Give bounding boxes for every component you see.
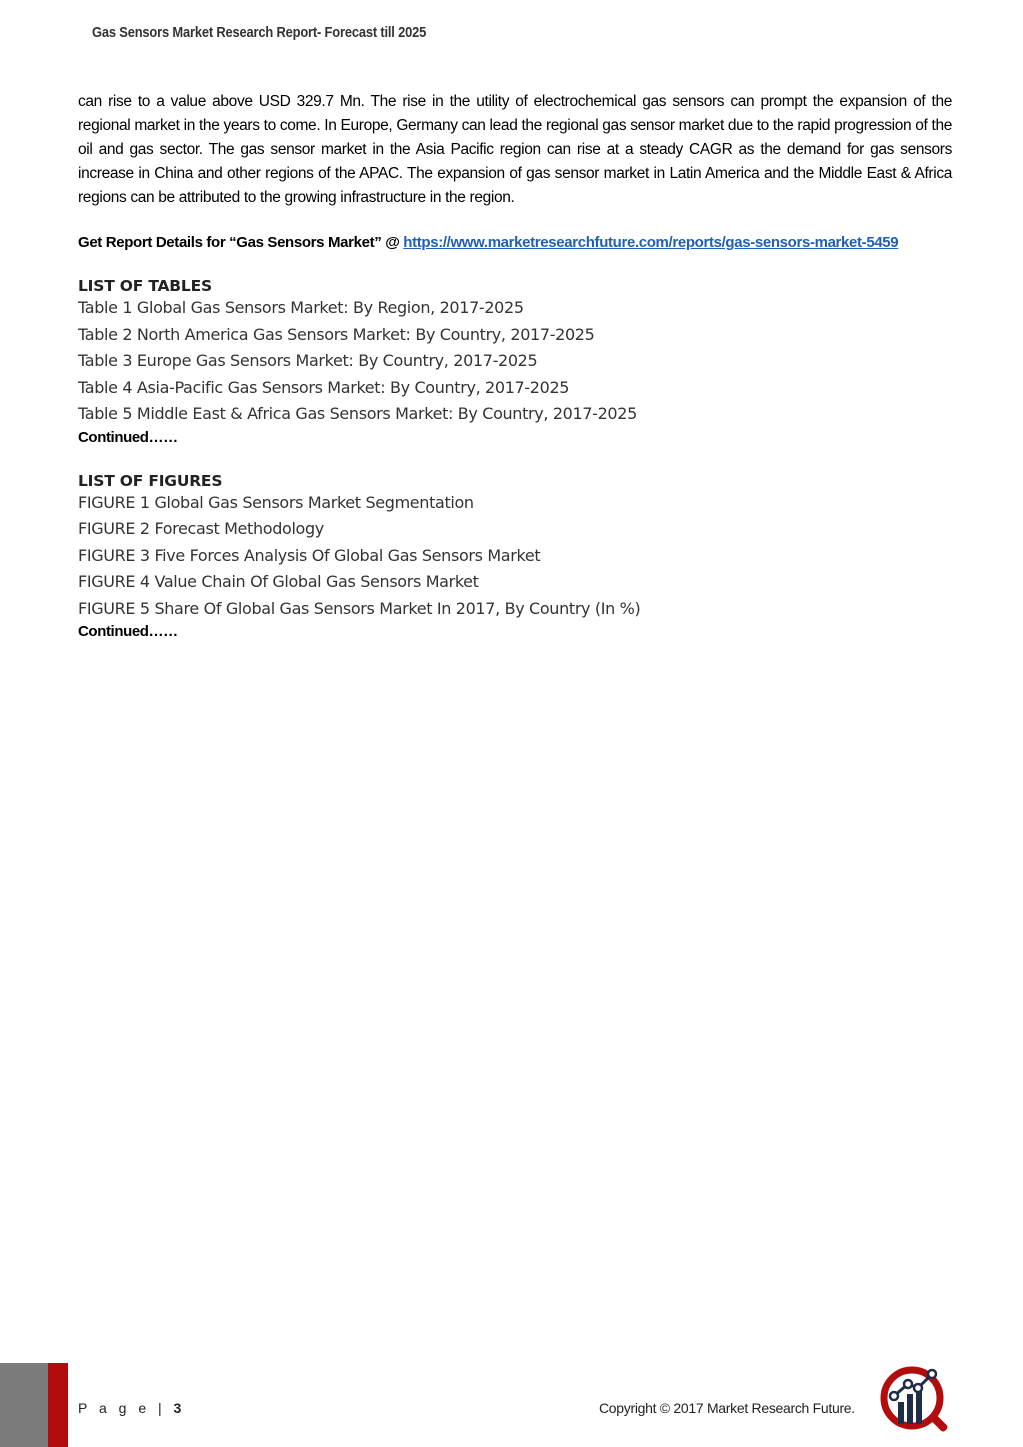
body-paragraph: can rise to a value above USD 329.7 Mn. The rise in the utility of electrochemical gas sensors can prompt the expansion of the regional market in the years to come. In Europe, Germany can lead the regional gas sensor market due to the rapid progression of the oil and gas sector. The gas sensor market in the Asia Pacific region can rise at a steady CAGR as the demand for gas sensors increase in China and other regions of the APAC. The expansion of gas sensor market in Latin America and the Middle East & Africa regions can be attributed to the growing infrastructure in the region. — [78, 93, 952, 206]
page-label: P a g e | — [78, 1400, 166, 1416]
figure-list-item: FIGURE 5 Share Of Global Gas Sensors Market In 2017, By Country (In %) — [78, 598, 641, 618]
report-details-link[interactable]: https://www.marketresearchfuture.com/reports/gas-sensors-market-5459 — [403, 234, 899, 251]
tables-continued-label: Continued…… — [78, 428, 178, 446]
page-header-title: Gas Sensors Market Research Report- Forecast till 2025 — [92, 24, 427, 41]
document-body — [78, 90, 952, 640]
figures-continued-label: Continued…… — [78, 623, 178, 640]
figure-list-item: FIGURE 3 Five Forces Analysis Of Global Gas Sensors Market — [78, 545, 541, 565]
list-of-tables-heading: LIST OF TABLES — [78, 277, 212, 295]
market-research-future-logo-icon — [876, 1362, 952, 1434]
figure-list-item: FIGURE 1 Global Gas Sensors Market Segmentation — [78, 492, 474, 512]
report-details-prefix: Get Report Details for “Gas Sensors Market” @ — [78, 234, 404, 251]
list-of-figures-heading: LIST OF FIGURES — [78, 471, 223, 490]
figure-list-item: FIGURE 4 Value Chain Of Global Gas Sensors Market — [78, 572, 479, 591]
table-list-item: Table 1 Global Gas Sensors Market: By Region, 2017-2025 — [78, 298, 524, 317]
report-details-line — [78, 234, 952, 251]
list-of-tables — [78, 295, 952, 428]
copyright-text: Copyright © 2017 Market Research Future. — [599, 1400, 855, 1416]
page-number-label — [78, 1400, 181, 1416]
table-list-item: Table 4 Asia-Pacific Gas Sensors Market: By Country, 2017-2025 — [78, 377, 570, 397]
footer-red-bar — [48, 1363, 68, 1447]
figure-list-item: FIGURE 2 Forecast Methodology — [78, 519, 324, 538]
page-number: 3 — [173, 1400, 182, 1416]
table-list-item: Table 5 Middle East & Africa Gas Sensors Market: By Country, 2017-2025 — [78, 404, 637, 423]
table-list-item: Table 3 Europe Gas Sensors Market: By Country, 2017-2025 — [78, 351, 538, 370]
list-of-figures — [78, 490, 952, 623]
footer-grey-bar — [0, 1363, 48, 1447]
table-list-item: Table 2 North America Gas Sensors Market: By Country, 2017-2025 — [78, 324, 595, 344]
